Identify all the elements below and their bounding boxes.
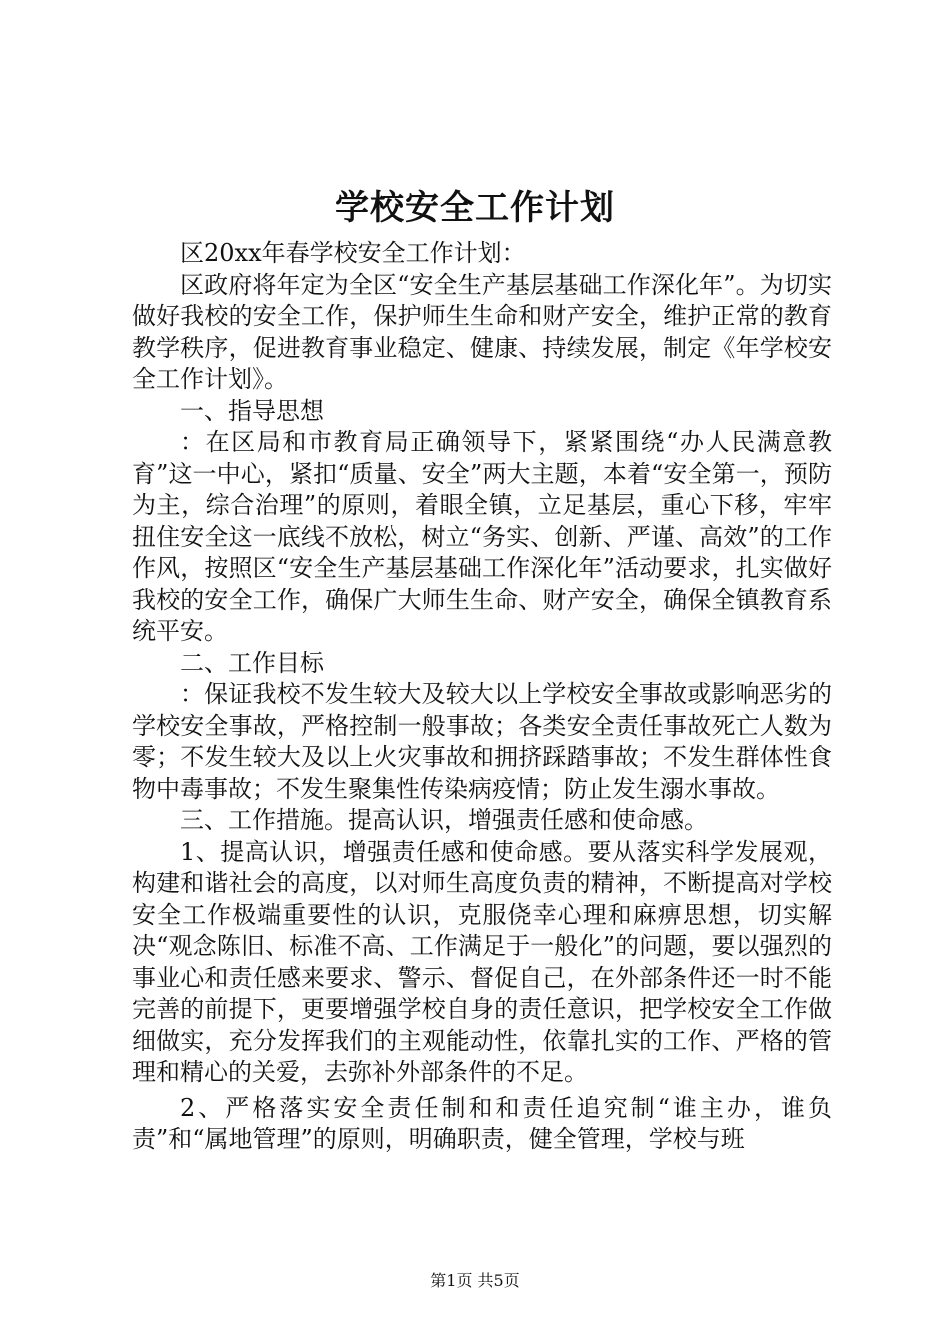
paragraph-work-goals: ：保证我校不发生较大及较大以上学校安全事故或影响恶劣的学校安全事故，严格控制一般事故；各类安全责任事故死亡人数为零；不发生较大及以上火灾事故和拥挤踩踏事故；不发生群体性食物中毒事故；不发生聚集性传染病疫情；防止发生溺水事故。 [132, 680, 832, 803]
paragraph-measure-1: 1、提高认识，增强责任感和使命感。要从落实科学发展观，构建和谐社会的高度，以对师生高度负责的精神，不断提高对学校安全工作极端重要性的认识，克服侥幸心理和麻痹思想，切实解决“观念陈旧、标准不高、工作满足于一般化”的问题，要以强烈的事业心和责任感来要求、警示、督促自己，在外部条件还一时不能完善的前提下，更要增强学校自身的责任意识，把学校安全工作做细做实，充分发挥我们的主观能动性，依靠扎实的工作、严格的管理和精心的关爱，去弥补外部条件的不足。 [132, 837, 832, 1086]
section-heading-work-measures: 三、工作措施。提高认识，增强责任感和使命感。 [180, 806, 708, 834]
document-title: 学校安全工作计划 [335, 188, 615, 228]
paragraph-background: 区政府将年定为全区“安全生产基层基础工作深化年”。为切实做好我校的安全工作，保护师生生命和财产安全，维护正常的教育教学秩序，促进教育事业稳定、健康、持续发展，制定《年学校安全工作计划》。 [132, 270, 832, 393]
paragraph-guiding-ideology: ：在区局和市教育局正确领导下，紧紧围绕“办人民满意教育”这一中心，紧扣“质量、安全”两大主题，本着“安全第一，预防为主，综合治理”的原则，着眼全镇，立足基层，重心下移，牢牢扭住安全这一底线不放松，树立“务实、创新、严谨、高效”的工作作风，按照区“安全生产基层基础工作深化年”活动要求，扎实做好我校的安全工作，确保广大师生生命、财产安全，确保全镇教育系统平安。 [132, 428, 832, 645]
page-footer: 第1页 共5页 [430, 1271, 520, 1290]
section-heading-guiding-ideology: 一、指导思想 [180, 396, 324, 425]
section-heading-work-goals: 二、工作目标 [180, 648, 324, 677]
document-body [132, 238, 832, 1156]
paragraph-measure-2: 2、严格落实安全责任制和和责任追究制“谁主办，谁负责”和“属地管理”的原则，明确职责，健全管理，学校与班 [132, 1093, 832, 1153]
paragraph-intro: 区20xx年春学校安全工作计划： [180, 239, 526, 267]
